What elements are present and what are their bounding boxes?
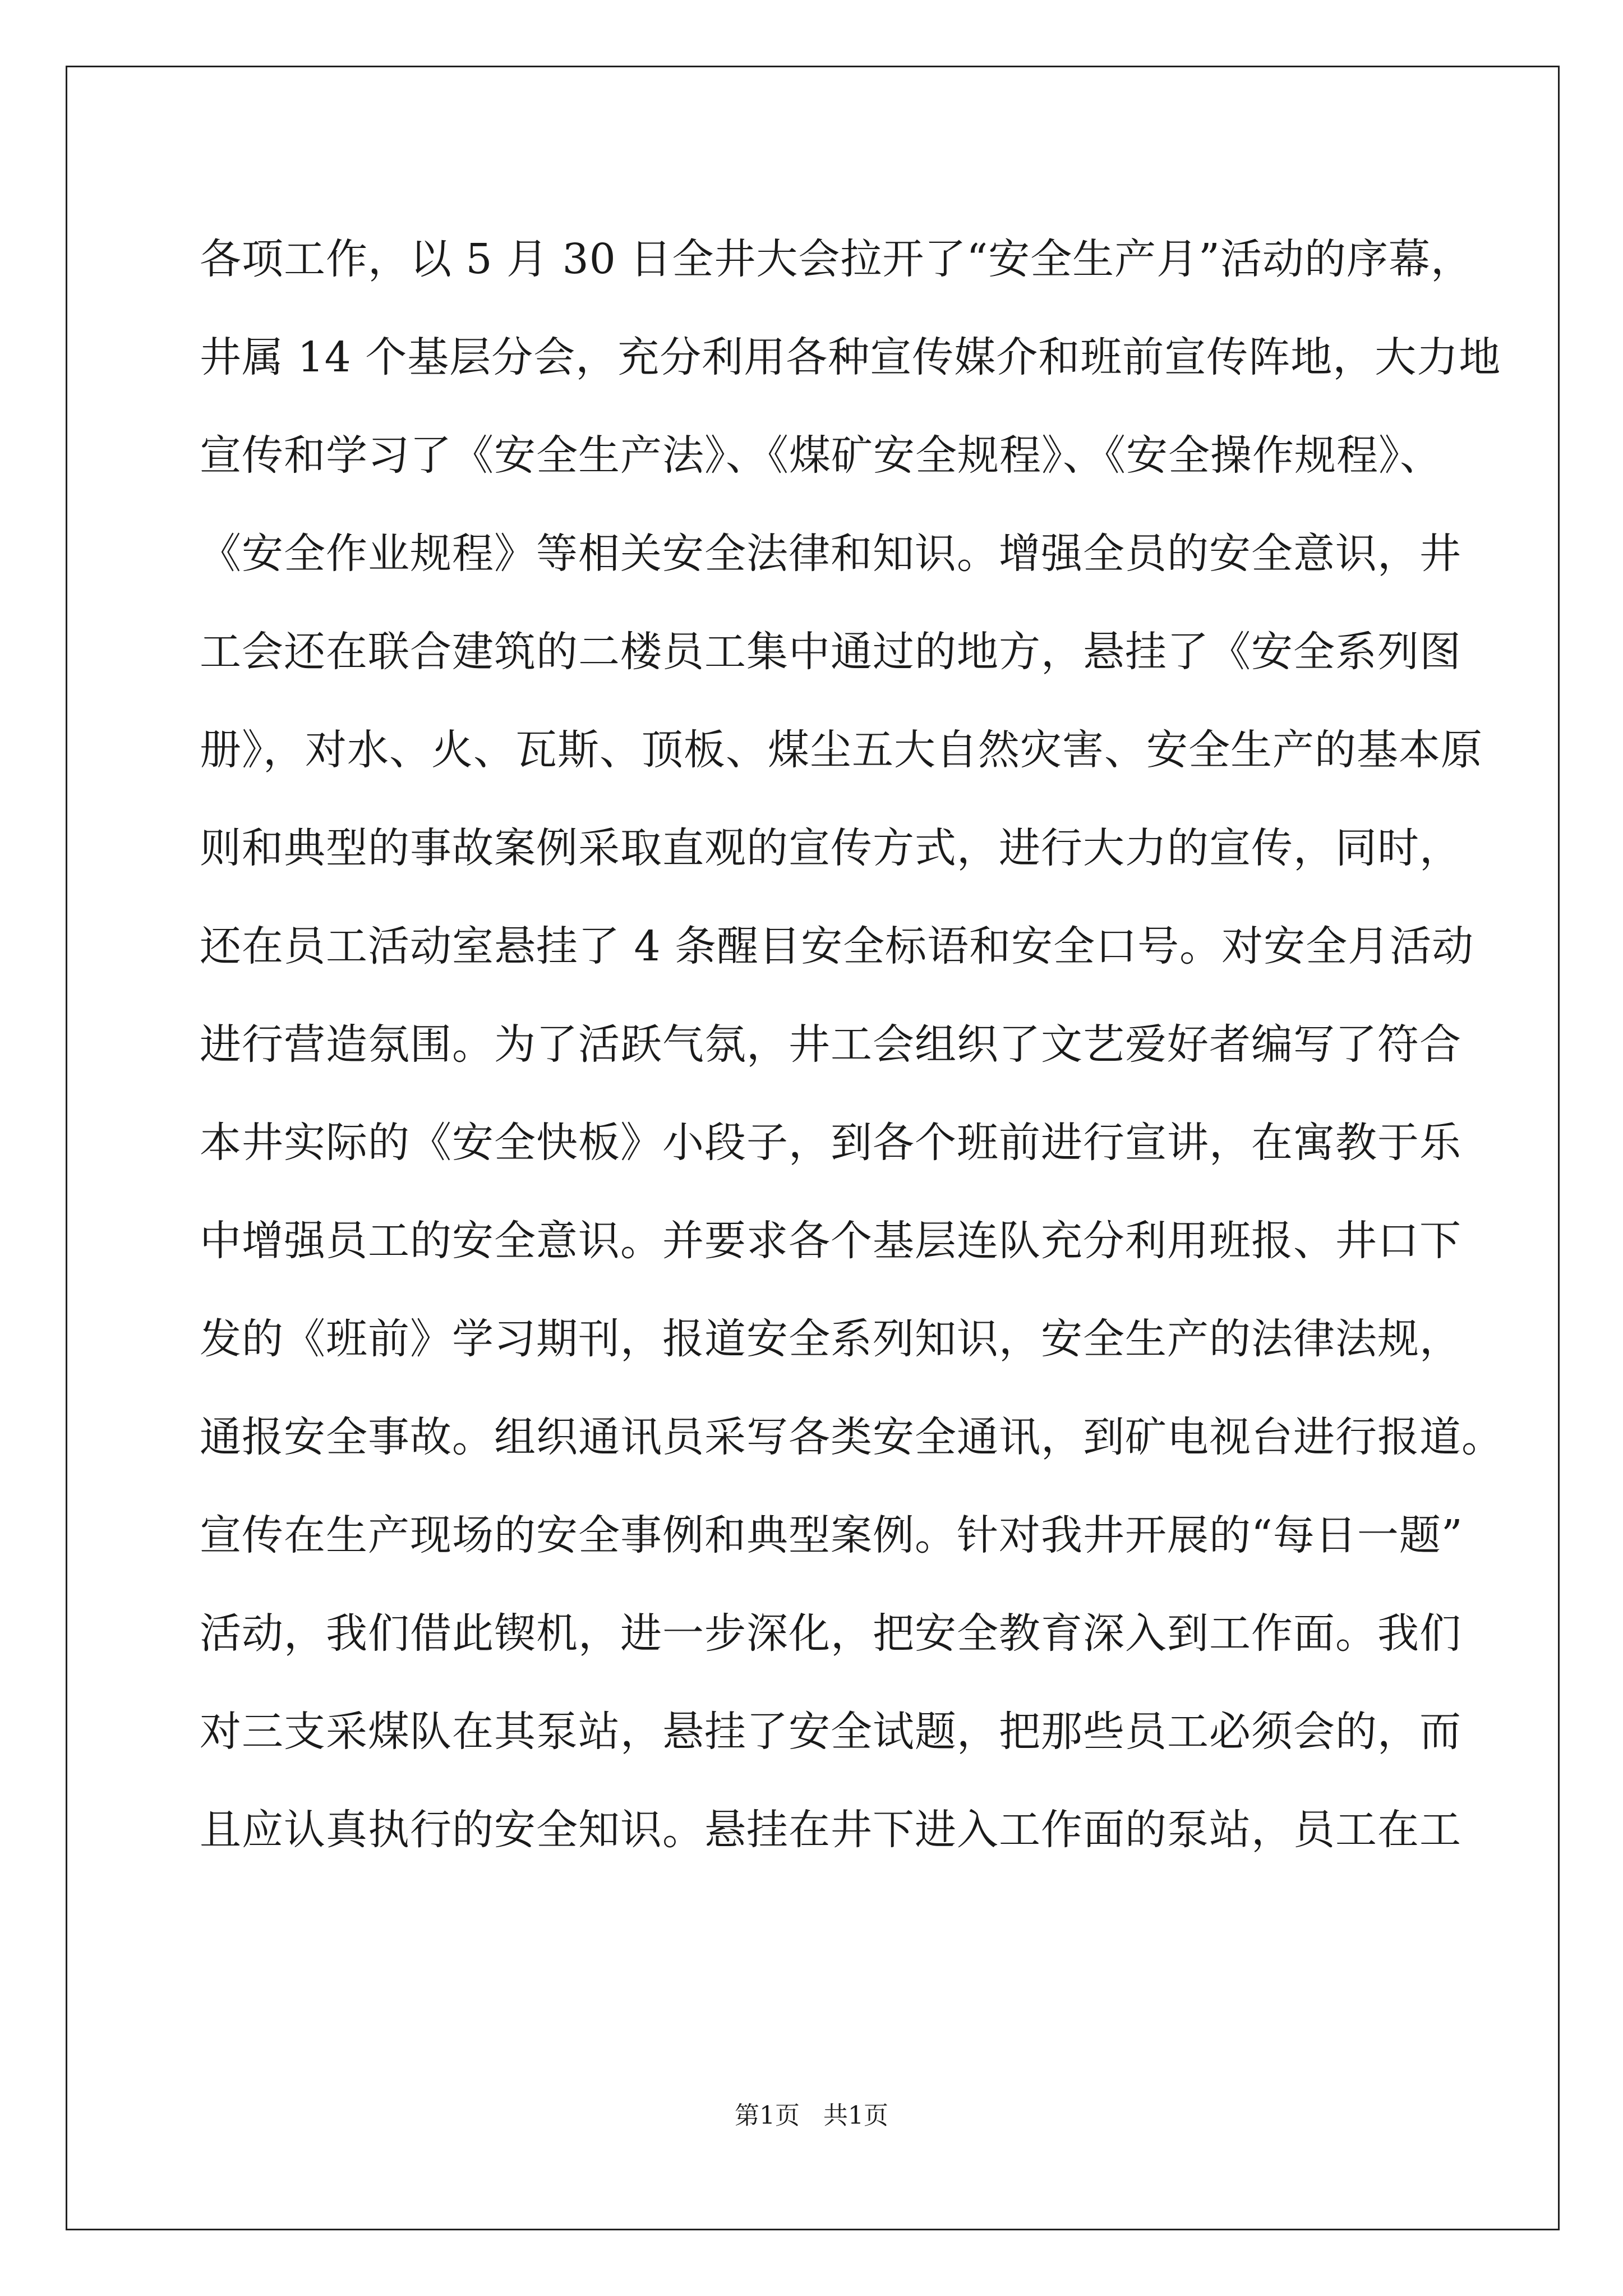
text-line: 各项工作，以 5 月 30 日全井大会拉开了“安全生产月”活动的序幕，	[200, 235, 1473, 283]
text-line: 本井实际的《安全快板》小段子，到各个班前进行宣讲，在寓教于乐	[200, 1119, 1461, 1167]
text-line: 活动，我们借此锲机，进一步深化，把安全教育深入到工作面。我们	[200, 1609, 1461, 1658]
text-line: 发的《班前》学习期刊，报道安全系列知识，安全生产的法律法规，	[200, 1315, 1461, 1363]
text-line: 中增强员工的安全意识。并要求各个基层连队充分利用班报、井口下	[200, 1217, 1461, 1265]
text-line: 工会还在联合建筑的二楼员工集中通过的地方，悬挂了《安全系列图	[200, 628, 1461, 676]
text-line: 宣传和学习了《安全生产法》、《煤矿安全规程》、《安全操作规程》、	[200, 431, 1442, 480]
body-text	[200, 210, 1504, 1879]
text-line: 井属 14 个基层分会，充分利用各种宣传媒介和班前宣传阵地，大力地	[200, 333, 1501, 381]
text-line: 通报安全事故。组织通讯员采写各类安全通讯，到矿电视台进行报道。	[200, 1413, 1504, 1461]
text-line: 则和典型的事故案例采取直观的宣传方式，进行大力的宣传，同时，	[200, 824, 1461, 872]
text-line: 且应认真执行的安全知识。悬挂在井下进入工作面的泵站，员工在工	[200, 1806, 1461, 1854]
text-line: 册》，对水、火、瓦斯、顶板、煤尘五大自然灾害、安全生产的基本原	[200, 726, 1483, 774]
text-line: 对三支采煤队在其泵站，悬挂了安全试题，把那些员工必须会的，而	[200, 1708, 1461, 1756]
text-line: 宣传在生产现场的安全事例和典型案例。针对我井开展的“每日一题”	[200, 1511, 1463, 1559]
page-number-footer: 第1页 共1页	[735, 2101, 888, 2130]
text-line: 还在员工活动室悬挂了 4 条醒目安全标语和安全口号。对安全月活动	[200, 922, 1474, 970]
text-line: 《安全作业规程》等相关安全法律和知识。增强全员的安全意识，井	[200, 530, 1461, 578]
text-line: 进行营造氛围。为了活跃气氛，井工会组织了文艺爱好者编写了符合	[200, 1020, 1461, 1069]
